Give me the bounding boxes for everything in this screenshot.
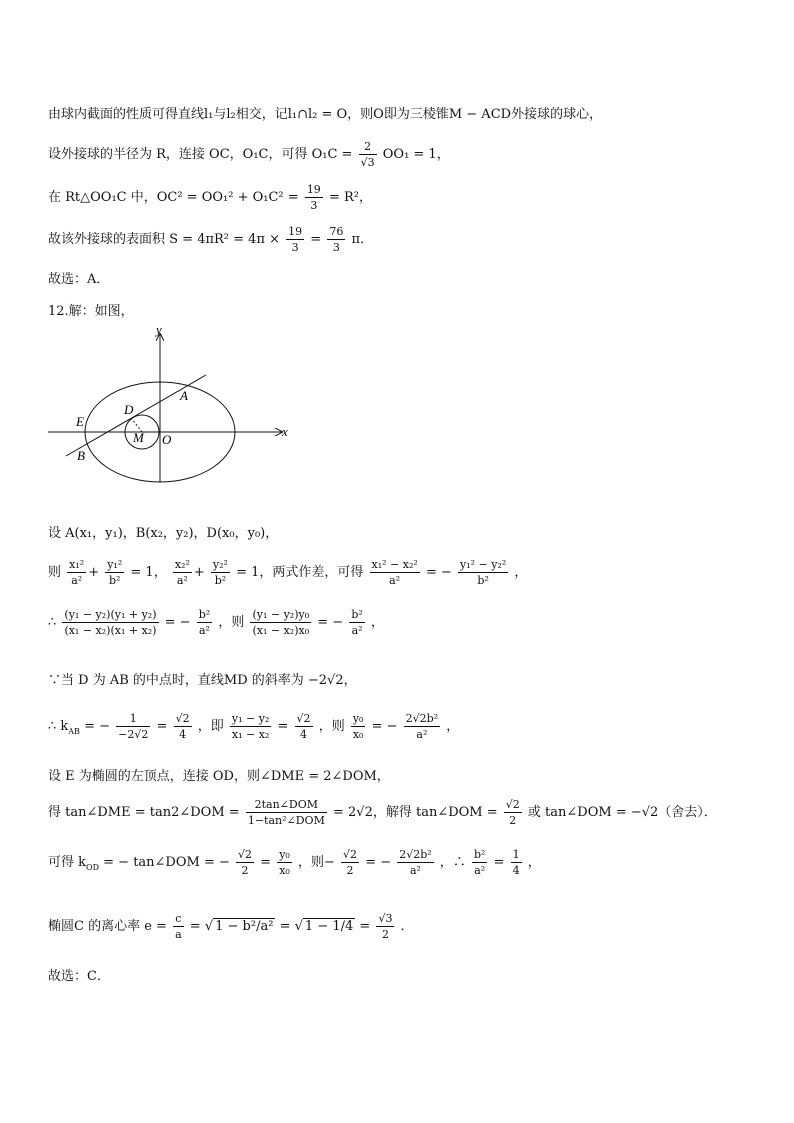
text-line-13: 得 tan∠DME = tan2∠DOM = 2tan∠DOM 1−tan²∠DOM = 2√2，解得 tan∠DOM = $\frac{√2}{2}$ 或 tan∠DOM = −√2（舍去）． — [48, 798, 717, 828]
text-line-3: 在 Rt△OO₁C 中，OC² = OO₁² + O₁C² = $\frac{19}{3}$ = R²， — [48, 183, 372, 213]
text-line-8: 则 $\frac{\text{x₁²}}{\text{a²}}$ + $\frac{\text{y₁²}}{\text{b²}}$ = 1， $\frac{\text{x₂²}}{\text{a²}}$ + $\frac{\text{y₂²}}{\text{b²}}$ = 1，两式作差，可得 $\frac{\text{x₁² − x₂²}}{\text{a²}}$ = − $\frac{\text{y₁² − y₂²}}{\text{b²}}$ ， — [48, 558, 528, 588]
label-b: B — [77, 448, 85, 463]
answer-line-1: 故选：A． — [48, 272, 110, 287]
text-line-9: ∴ $\frac{\text{(y₁ − y₂)(y₁ + y₂)}}{\text{(x₁ − x₂)(x₁ + x₂)}}$ = − $\frac{\text{b²}}{\text{a²}}$ ，则 $\frac{\text{(y₁ − y₂)y₀}}{\text{(x₁ − x₂)x₀}}$ = − $\frac{\text{b²}}{\text{a²}}$ ， — [48, 608, 384, 638]
ellipse-figure — [44, 322, 294, 492]
label-a: A — [180, 388, 188, 403]
text-line-7: 设 A(x₁，y₁)，B(x₂，y₂)，D(x₀，y₀)， — [48, 526, 279, 541]
text-line-4: 故该外接球的表面积 S = 4πR² = 4π × $\frac{19}{3}$ = $\frac{76}{3}$ π． — [48, 225, 374, 255]
text-line-12: 设 E 为椭圆的左顶点，连接 OD，则∠DME = 2∠DOM， — [48, 769, 390, 784]
label-y: y — [156, 322, 162, 337]
text-line-14: 可得 $k_{OD}$ = − tan∠DOM = − $\frac{√2}{2}$ = $\frac{\text{y₀}}{\text{x₀}}$ ，则− $\frac{√2}{2}$ = − $\frac{\text{2√2b²}}{\text{a²}}$ ，∴ $\frac{\text{b²}}{\text{a²}}$ = $\frac{1}{4}$ ， — [48, 848, 541, 878]
label-e: E — [76, 414, 84, 429]
problem-12-heading: 12.解：如图， — [48, 304, 134, 319]
label-d: D — [124, 402, 134, 417]
label-x: x — [282, 424, 288, 439]
text-line-10: ∵当 D 为 AB 的中点时，直线MD 的斜率为 −2√2， — [48, 673, 357, 688]
text-line-1: 由球内截面的性质可得直线l₁与l₂相交，记l₁∩l₂ = O，则O即为三棱锥M − ACD外接球的球心， — [48, 107, 603, 122]
answer-line-2: 故选：C． — [48, 969, 110, 984]
text-line-11: ∴ $k_{AB}$ = − $\frac{1}{-2√2}$ = $\frac{√2}{4}$ ，即 $\frac{\text{y₁ − y₂}}{\text{x₁ − x₂}}$ = $\frac{√2}{4}$ ，则 $\frac{\text{y₀}}{\text{x₀}}$ = − $\frac{\text{2√2b²}}{\text{a²}}$ ， — [48, 712, 460, 742]
text-line-15: 椭圆C 的离心率 e = $\frac{c}{a}$ = √ 1 − b²/a² = √ 1 − 1/4 = $\frac{√3}{2}$ ． — [48, 912, 414, 942]
label-m: M — [133, 430, 144, 445]
text-line-2: 设外接球的半径为 R，连接 OC，O₁C，可得 O₁C = $\frac{2}{√3}$ OO₁ = 1， — [48, 140, 450, 170]
label-o: O — [162, 432, 172, 447]
